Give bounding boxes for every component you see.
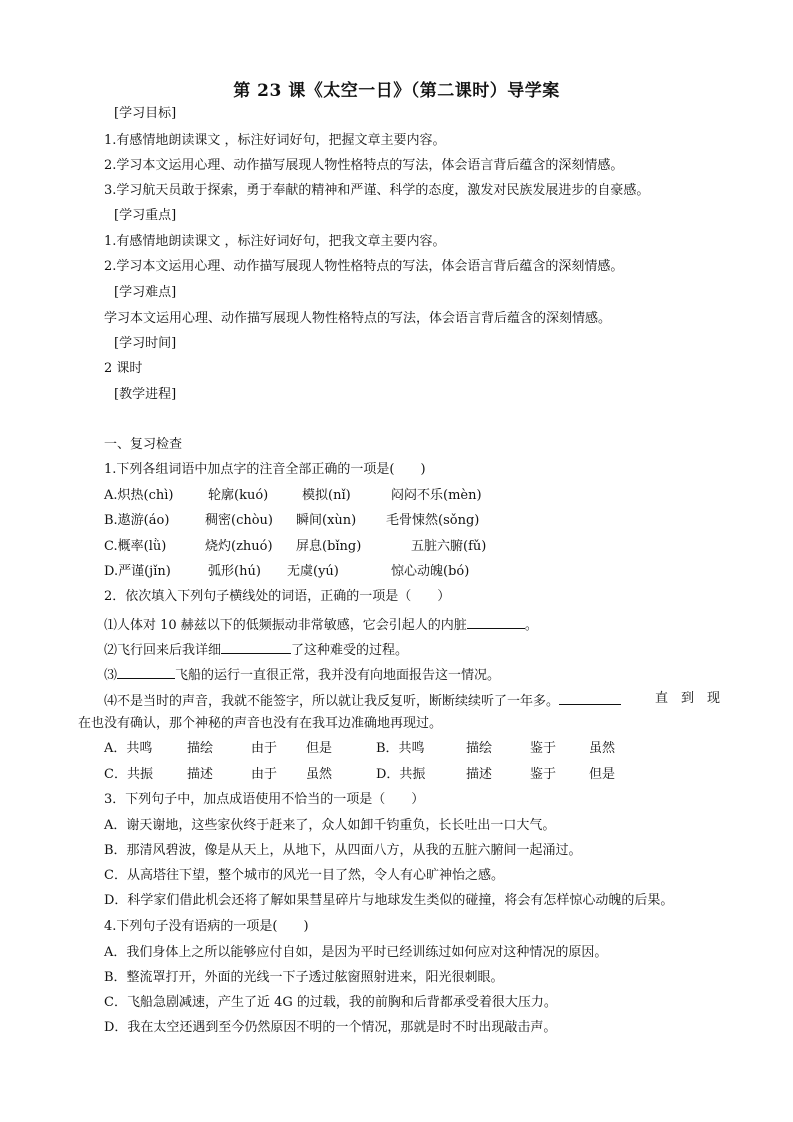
q2-sentence-2 [104,640,408,656]
fill-blank [559,691,621,705]
goal-2: 2.学习本文运用心理、动作描写展现人物性格特点的写法，体会语言背后蕴含的深刻情感。 [104,158,624,173]
option-item: 鉴于 [530,767,557,782]
option-item: 五脏六腑(fǔ) [411,539,487,554]
fill-blank [221,640,291,654]
time-header: [学习时间] [114,336,177,351]
option-item: D．共振 [376,767,426,782]
q2-sentence-1 [104,615,538,631]
page-title: 第 23 课《太空一日》（第二课时）导学案 [233,81,560,101]
option-item: 瞬间(xùn) [296,513,357,528]
option-item: 但是 [589,767,616,782]
difficulty-1: 学习本文运用心理、动作描写展现人物性格特点的写法，体会语言背后蕴含的深刻情感。 [104,311,612,326]
option-item: 烧灼(zhuó) [205,539,273,554]
option-item: 描绘 [187,741,214,756]
option-item: 轮廓(kuó) [208,488,269,503]
focus-1: 1.有感情地朗读课文 ，标注好词好句，把我文章主要内容。 [104,234,446,249]
sentence-text: ⑴人体对 10 赫兹以下的低频振动非常敏感，它会引起人的内脏 [104,618,467,633]
goal-1: 1.有感情地朗读课文 ，标注好词好句，把握文章主要内容。 [104,133,446,148]
option-item: C.概率(lǜ) [104,539,167,554]
sentence-text: ⑶ [104,668,118,683]
option-item: 闷闷不乐(mèn) [391,488,482,503]
option-item: 但是 [306,741,333,756]
option-item: B.遨游(áo) [104,513,170,528]
q4-option-c: C．飞船急剧减速，产生了近 4G 的过载，我的前胸和后背都承受着很大压力。 [104,995,557,1010]
goal-header: [学习目标] [114,106,177,121]
question-4: 4.下列句子没有语病的一项是( ) [104,919,309,934]
question-2: 2．依次填入下列句子横线处的词语，正确的一项是（ ） [104,589,451,604]
sentence-text: ⑷不是当时的声音，我就不能签字，所以就让我反复听，断断续续听了一年多。 [104,694,560,709]
option-item: 描绘 [466,741,493,756]
fill-blank [117,665,175,679]
q3-option-d: D．科学家们借此机会还将了解如果彗星碎片与地球发生类似的碰撞，将会有怎样惊心动魄的后果。 [104,893,674,908]
option-item: B．共鸣 [376,741,425,756]
q3-option-b: B．那清风碧波，像是从天上，从地下，从四面八方，从我的五脏六腑间一起涌过。 [104,843,582,858]
difficulty-header: [学习难点] [114,285,177,300]
option-item: 屏息(bǐng) [296,539,362,554]
q3-option-a: A．谢天谢地，这些家伙终于赶来了，众人如卸千钧重负，长长吐出一口大气。 [104,818,556,833]
option-item: 描述 [466,767,493,782]
section-review: 一、复习检查 [104,437,183,452]
question-1: 1.下列各组词语中加点字的注音全部正确的一项是( ) [104,462,426,477]
sentence-text: 飞船的运行一直很正常，我并没有向地面报告这一情况。 [175,668,501,683]
q2-sentence-4 [104,691,720,707]
fill-blank [467,615,525,629]
q4-option-d: D．我在太空还遇到至今仍然原因不明的一个情况，那就是时不时出现敲击声。 [104,1020,557,1035]
option-item: 虽然 [306,767,333,782]
time-1: 2 课时 [104,361,143,376]
sentence-text: ⑵飞行回来后我详细 [104,643,222,658]
option-item: 稠密(chòu) [205,513,273,528]
option-item: 弧形(hú) [208,564,261,579]
option-item: A．共鸣 [104,741,153,756]
focus-2: 2.学习本文运用心理、动作描写展现人物性格特点的写法，体会语言背后蕴含的深刻情感。 [104,259,624,274]
q2-sentence-3 [104,665,500,681]
question-3: 3．下列句子中，加点成语使用不恰当的一项是（ ） [104,792,425,807]
option-item: C．共振 [104,767,153,782]
focus-header: [学习重点] [114,208,177,223]
q3-option-c: C．从高塔往下望，整个城市的风光一目了然，令人有心旷神怡之感。 [104,868,504,883]
option-item: 由于 [251,767,278,782]
q4-option-b: B．整流罩打开，外面的光线一下子透过舷窗照射进来，阳光很刺眼。 [104,970,504,985]
option-item: 惊心动魄(bó) [391,564,470,579]
option-item: 描述 [187,767,214,782]
option-item: 由于 [251,741,278,756]
option-item: A.炽热(chì) [104,488,174,503]
option-item: 无虞(yú) [287,564,339,579]
option-item: 虽然 [589,741,616,756]
option-item: 鉴于 [530,741,557,756]
process-header: [教学进程] [114,387,177,402]
sentence-text: 。 [524,618,538,633]
sentence-text: 了这种难受的过程。 [291,643,409,658]
q4-option-a: A．我们身体上之所以能够应付自如，是因为平时已经训练过如何应对这种情况的原因。 [104,945,608,960]
option-item: 毛骨悚然(sǒng) [386,513,480,528]
option-item: 模拟(nǐ) [302,488,351,503]
sentence-text: 直 到 现 [654,691,720,706]
option-item: D.严谨(jǐn) [104,564,171,579]
goal-3: 3.学习航天员敢于探索，勇于奉献的精神和严谨、科学的态度，激发对民族发展进步的自豪感。 [104,183,650,198]
q2-sentence-4-cont: 在也没有确认，那个神秘的声音也没有在我耳边准确地再现过。 [78,716,443,731]
